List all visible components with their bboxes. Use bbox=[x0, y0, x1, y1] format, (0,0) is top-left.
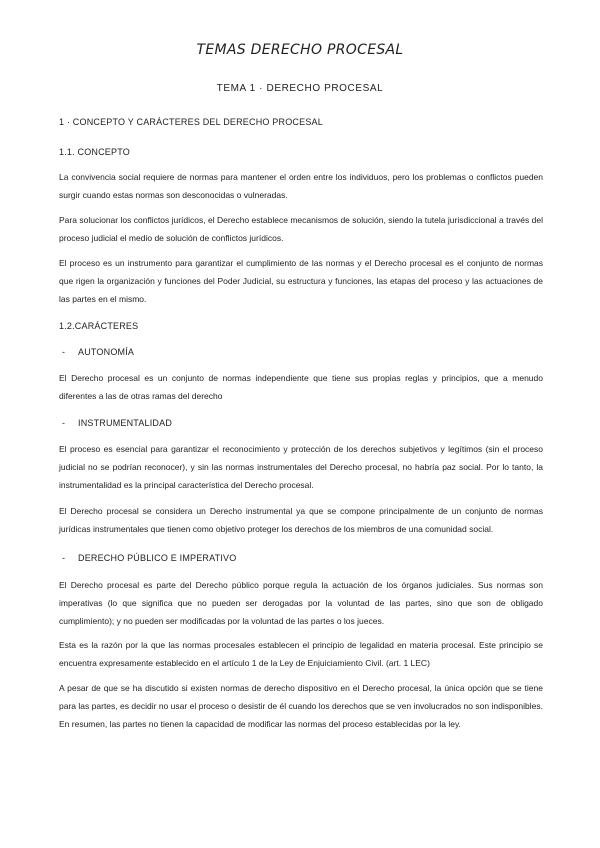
bullet-label-derecho-publico: DERECHO PÚBLICO E IMPERATIVO bbox=[78, 553, 237, 563]
paragraph-instrumentalidad-2: El Derecho procesal se considera un Derecho instrumental ya que se compone principalmente de un conjunto de normas jurídicas instrumentales que tienen como objetivo proteger los derechos de los miembros de una comunidad social. bbox=[59, 506, 543, 534]
paragraph-concepto-3: El proceso es un instrumento para garantizar el cumplimiento de las normas y el Derecho procesal es el conjunto de normas que rigen la organización y funciones del Poder Judicial, su estructura y funciones, las etapas del proceso y las actuaciones de las partes en el mismo. bbox=[59, 258, 543, 304]
bullet-dash: - bbox=[62, 347, 66, 357]
paragraph-derecho-publico-3: A pesar de que se ha discutido si existen normas de derecho dispositivo en el Derecho procesal, la única opción que se tiene para las partes, es decidir no usar el proceso o desistir de él cuando los derechos que se ven involucrados no son indisponibles. En resumen, las partes no tienen la capacidad de modificar las normas del proceso establecidas por la ley. bbox=[59, 683, 543, 729]
subsection-heading-caracteres: 1.2.CARÁCTERES bbox=[59, 321, 139, 331]
tema-title: TEMA 1 · DERECHO PROCESAL bbox=[216, 83, 384, 94]
bullet-autonomia bbox=[62, 347, 134, 357]
bullet-label-instrumentalidad: INSTRUMENTALIDAD bbox=[78, 418, 173, 428]
paragraph-derecho-publico-1: El Derecho procesal es parte del Derecho público porque regula la actuación de los órganos judiciales. Sus normas son imperativas (lo que significa que no pueden ser derogadas por la voluntad de las partes, sino que son de obligado cumplimiento); y no pueden ser modificadas por la voluntad de las partes o los jueces. bbox=[59, 580, 543, 626]
paragraph-concepto-1: La convivencia social requiere de normas para mantener el orden entre los individuos, pero los problemas o conflictos pueden surgir cuando estas normas son desconocidas o vulneradas. bbox=[59, 172, 543, 200]
document-title: TEMAS DERECHO PROCESAL bbox=[196, 42, 404, 58]
paragraph-instrumentalidad-1: El proceso es esencial para garantizar el reconocimiento y protección de los derechos subjetivos y legítimos (sin el proceso judicial no se podrían reconocer), y sin las normas instrumentales del Derecho procesal, no habría paz social. Por lo tanto, la instrumentalidad es la principal característica del Derecho procesal. bbox=[59, 444, 543, 490]
paragraph-concepto-2: Para solucionar los conflictos jurídicos, el Derecho establece mecanismos de solución, siendo la tutela jurisdiccional a través del proceso judicial el medio de solución de conflictos jurídicos. bbox=[59, 215, 543, 243]
bullet-instrumentalidad bbox=[62, 418, 172, 428]
paragraph-derecho-publico-2: Esta es la razón por la que las normas procesales establecen el principio de legalidad en materia procesal. Este principio se encuentra expresamente establecido en el artículo 1 de la Ley de Enjuiciamiento Civil. (art. 1 LEC) bbox=[59, 640, 543, 668]
paragraph-autonomia: El Derecho procesal es un conjunto de normas independiente que tiene sus propias reglas y principios, que a menudo diferentes a las de otras ramas del derecho bbox=[59, 373, 543, 401]
bullet-dash: - bbox=[62, 553, 66, 563]
section-heading-concepto-caracteres: 1 · CONCEPTO Y CARÁCTERES DEL DERECHO PROCESAL bbox=[59, 117, 323, 127]
bullet-derecho-publico bbox=[62, 553, 236, 563]
bullet-label-autonomia: AUTONOMÍA bbox=[78, 347, 135, 357]
subsection-heading-concepto: 1.1. CONCEPTO bbox=[59, 147, 130, 157]
bullet-dash: - bbox=[62, 418, 66, 428]
